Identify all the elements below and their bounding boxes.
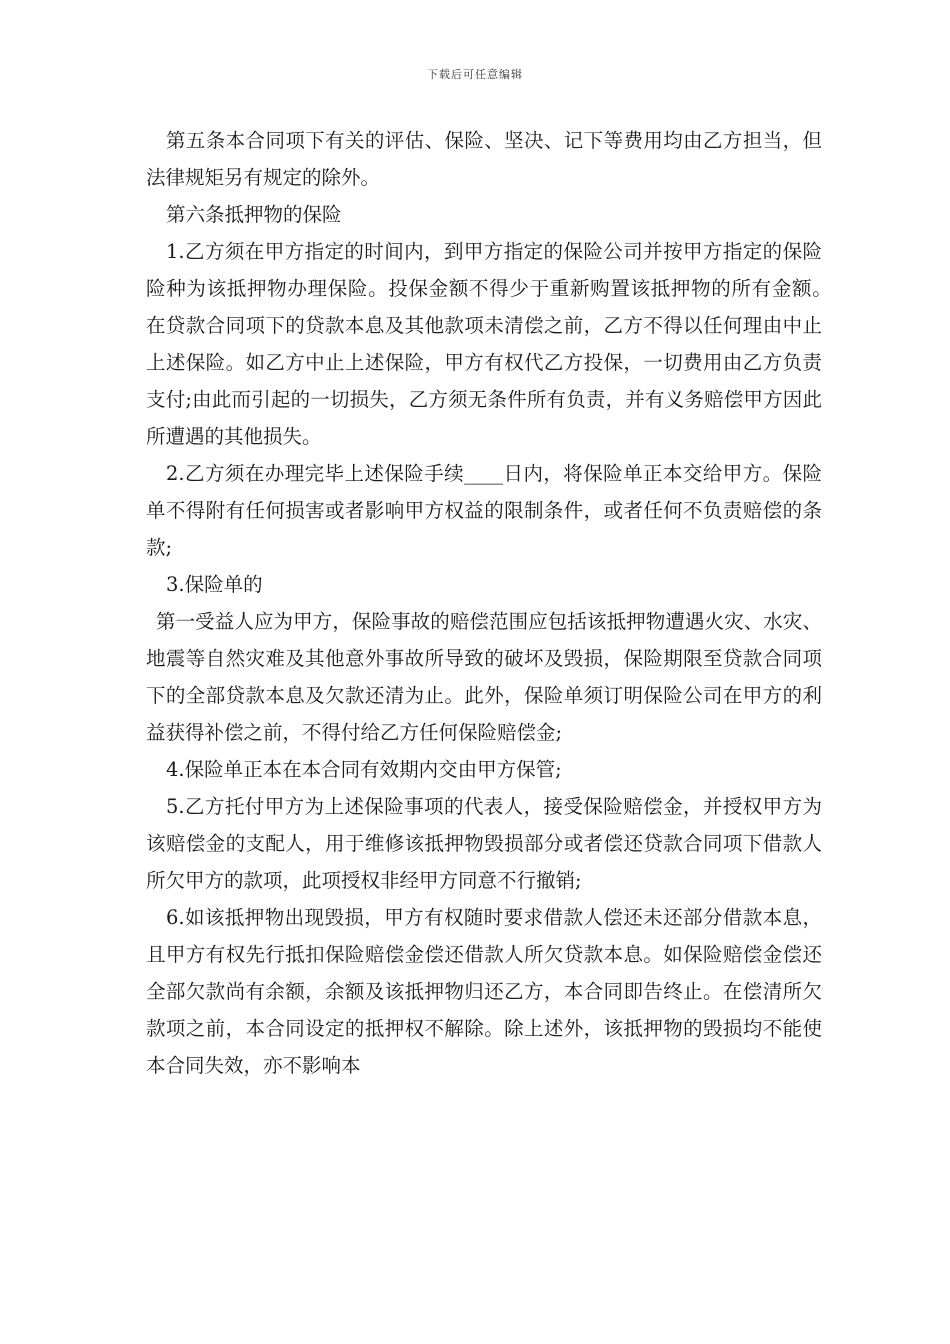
- page-header: 下载后可任意编辑: [427, 68, 523, 81]
- document-body: [146, 122, 862, 1084]
- paragraph-article-6-title: 第六条抵押物的保险: [166, 203, 342, 226]
- paragraph-clause-1: 1.乙方须在甲方指定的时间内，到甲方指定的保险公司并按甲方指定的保险险种为该抵押物办理保险。投保金额不得少于重新购置该抵押物的所有金额。 在贷款合同项下的贷款本息及其他款项未清偿之前，乙方不得以任何理由中止上述保险。如乙方中止上述保险，甲方有权代乙方投保，一切费用由乙方负责支付;由此而引起的一切损失，乙方须无条件所有负责，并有义务赔偿甲方因此所遭遇的其他损失。: [146, 240, 862, 448]
- paragraph-article-5: 第五条本合同项下有关的评估、保险、坚决、记下等费用均由乙方担当，但法律规矩另有规定的除外。: [146, 129, 822, 189]
- paragraph-clause-3: 3.保险单的: [166, 573, 263, 596]
- paragraph-beneficiary: 第一受益人应为甲方，保险事故的赔偿范围应包括该抵押物遭遇火灾、水灾、地震等自然灾难及其他意外事故所导致的破坏及毁损，保险期限至贷款合同项下的全部贷款本息及欠款还清为止。此外，保险单须订明保险公司在甲方的利益获得补偿之前，不得付给乙方任何保险赔偿金;: [146, 610, 822, 744]
- paragraph-clause-5: 5.乙方托付甲方为上述保险事项的代表人，接受保险赔偿金，并授权甲方为该赔偿金的支配人，用于维修该抵押物毁损部分或者偿还贷款合同项下借款人所欠甲方的款项，此项授权非经甲方同意不行撤销;: [146, 795, 822, 892]
- paragraph-clause-4: 4.保险单正本在本合同有效期内交由甲方保管;: [166, 758, 562, 781]
- paragraph-clause-2: 2.乙方须在办理完毕上述保险手续____日内，将保险单正本交给甲方。保险单不得附有任何损害或者影响甲方权益的限制条件，或者任何不负责赔偿的条款;: [146, 462, 822, 559]
- paragraph-clause-6: 6.如该抵押物出现毁损，甲方有权随时要求借款人偿还未还部分借款本息，且甲方有权先行抵扣保险赔偿金偿还借款人所欠贷款本息。如保险赔偿金偿还全部欠款尚有余额，余额及该抵押物归还乙方，本合同即告终止。在偿清所欠款项之前，本合同设定的抵押权不解除。除上述外，该抵押物的毁损均不能使本合同失效，亦不影响本: [146, 906, 822, 1077]
